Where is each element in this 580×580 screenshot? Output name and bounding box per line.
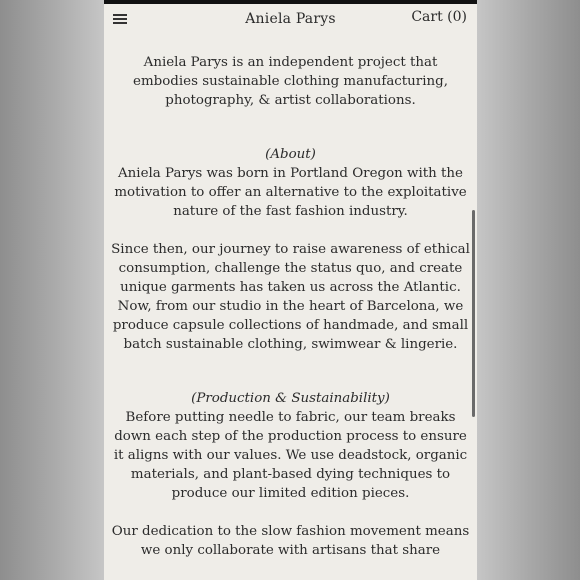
production-heading: (Production & Sustainability) bbox=[191, 391, 390, 406]
production-paragraph-2: Our dedication to the slow fashion movement means we only collaborate with artisans that share bbox=[111, 524, 470, 558]
brand-logo-text[interactable]: Aniela Parys bbox=[245, 11, 336, 27]
about-paragraph-2: Since then, our journey to raise awareness of ethical consumption, challenge the status quo, and create unique garments has taken us across the Atlantic. Now, from our studio in the heart of Barcelona, we produce capsule collections of handmade, and small batch sustainable clothing, swimwear & lingerie. bbox=[111, 242, 470, 352]
mobile-page bbox=[104, 0, 477, 580]
production-paragraph-1: Before putting needle to fabric, our team breaks down each step of the production process to ensure it aligns with our values. We use deadstock, organic materials, and plant-based dying techniques to produce our limited edition pieces. bbox=[113, 410, 468, 501]
scrollbar-thumb[interactable] bbox=[472, 210, 475, 417]
site-header bbox=[104, 4, 477, 34]
about-heading: (About) bbox=[265, 147, 316, 162]
intro-paragraph: Aniela Parys is an independent project that embodies sustainable clothing manufacturing, photography, & artist collaborations. bbox=[133, 55, 448, 108]
about-content bbox=[104, 53, 477, 560]
cart-link[interactable]: Cart (0) bbox=[411, 9, 467, 25]
about-paragraph-1: Aniela Parys was born in Portland Oregon with the motivation to offer an alternative to the exploitative nature of the fast fashion industry. bbox=[114, 166, 467, 219]
